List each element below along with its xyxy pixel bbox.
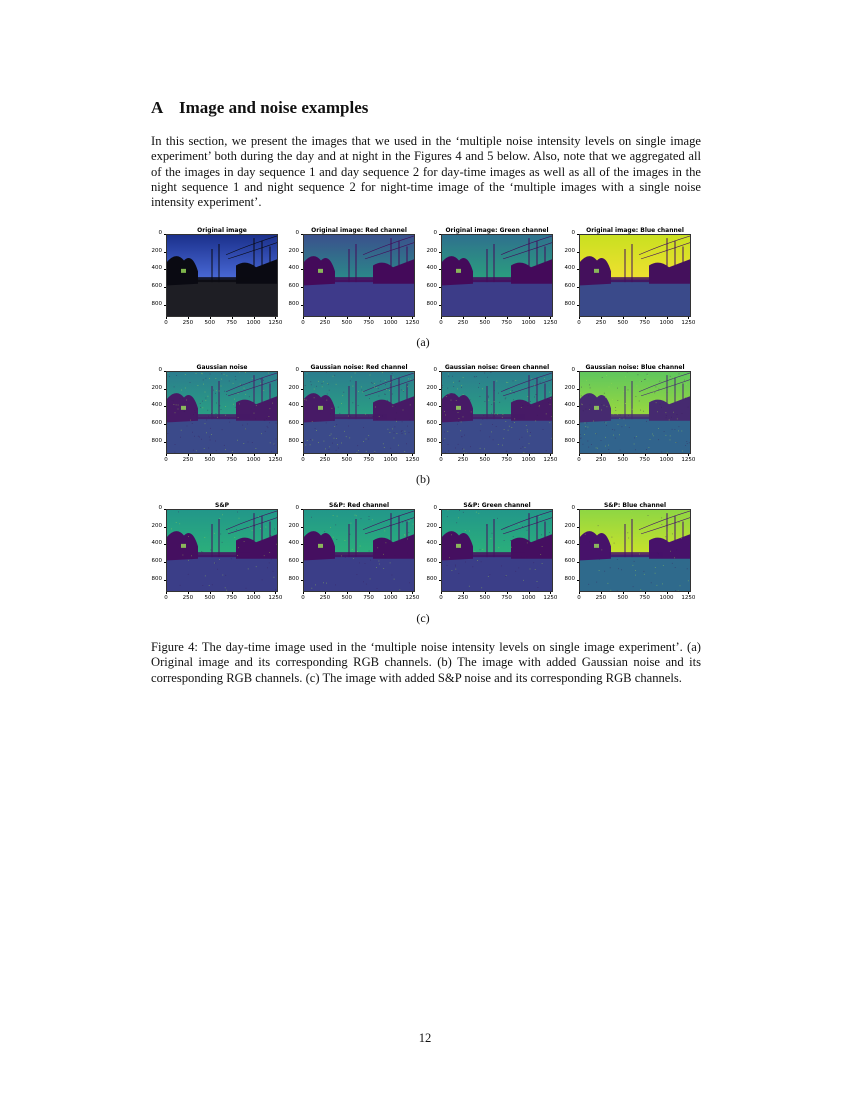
x-tick-mark [303,592,304,594]
x-tick-label: 1000 [383,595,398,601]
x-tick-mark [645,317,646,319]
panel-title: S&P: Blue channel [603,502,667,509]
x-tick-mark [412,317,413,319]
x-tick-mark [347,592,348,594]
x-tick-label: 1000 [383,457,398,463]
y-tick-mark [301,252,303,253]
y-tick-label: 800 [564,575,575,582]
axes-frame [441,371,553,454]
y-tick-mark [439,252,441,253]
x-tick-mark [601,592,602,594]
y-tick-label: 200 [288,522,299,529]
y-tick-mark [164,562,166,563]
axes-frame [166,509,278,592]
x-tick-label: 500 [341,320,352,326]
x-tick-mark [325,317,326,319]
x-tick-mark [550,592,551,594]
y-tick-label: 400 [151,265,162,272]
panel-title: Original image: Blue channel [586,227,684,234]
y-tick-mark [439,371,441,372]
y-tick-mark [439,544,441,545]
y-tick-mark [301,527,303,528]
x-tick-label: 500 [479,457,490,463]
x-tick-label: 500 [617,457,628,463]
x-tick-mark [369,592,370,594]
y-tick-label: 0 [433,505,437,511]
x-tick-mark [275,592,276,594]
x-tick-mark [303,454,304,456]
y-tick-label: 400 [426,265,437,272]
x-tick-label: 1250 [543,595,558,601]
x-tick-mark [275,454,276,456]
y-tick-label: 800 [151,300,162,307]
x-tick-mark [579,592,580,594]
x-tick-mark [645,454,646,456]
x-tick-mark [667,317,668,319]
y-tick-label: 600 [426,557,437,564]
x-tick-mark [347,454,348,456]
x-tick-mark [463,317,464,319]
x-tick-label: 0 [577,595,581,601]
y-tick-mark [164,252,166,253]
panel-title: Original image: Green channel [445,227,549,234]
section-heading [151,98,368,118]
x-tick-label: 0 [301,320,305,326]
x-tick-label: 250 [457,457,469,463]
x-tick-label: 250 [182,457,194,463]
x-tick-mark [412,592,413,594]
x-tick-label: 750 [226,320,237,326]
x-tick-mark [623,454,624,456]
y-tick-mark [439,509,441,510]
x-tick-mark [325,592,326,594]
x-tick-label: 1000 [246,457,261,463]
x-tick-label: 0 [164,595,168,601]
x-tick-label: 500 [204,320,215,326]
section-number: A [151,98,164,117]
page-number: 12 [418,1031,432,1045]
x-tick-label: 500 [617,320,628,326]
x-tick-label: 500 [204,457,215,463]
x-tick-label: 500 [479,320,490,326]
y-tick-mark [164,580,166,581]
x-tick-label: 250 [182,595,194,601]
x-tick-label: 250 [595,457,607,463]
x-tick-mark [391,454,392,456]
x-tick-mark [254,317,255,319]
y-tick-label: 0 [571,230,575,236]
y-tick-label: 800 [564,300,575,307]
y-tick-label: 0 [433,367,437,373]
y-tick-mark [301,269,303,270]
y-tick-label: 400 [564,265,575,272]
x-tick-label: 0 [301,595,305,601]
y-tick-label: 400 [426,402,437,409]
x-tick-label: 750 [363,457,374,463]
x-tick-label: 0 [301,457,305,463]
y-tick-mark [577,442,579,443]
x-tick-label: 0 [439,457,443,463]
x-tick-mark [188,454,189,456]
x-tick-label: 750 [501,595,512,601]
y-tick-label: 600 [151,557,162,564]
y-tick-mark [577,252,579,253]
y-tick-mark [301,509,303,510]
y-tick-label: 200 [426,522,437,529]
x-tick-mark [303,317,304,319]
x-tick-mark [463,592,464,594]
y-tick-mark [577,234,579,235]
x-tick-mark [529,454,530,456]
x-tick-mark [601,317,602,319]
y-tick-label: 600 [288,419,299,426]
x-tick-label: 250 [182,320,194,326]
x-tick-mark [645,592,646,594]
y-tick-label: 600 [564,419,575,426]
y-tick-label: 400 [288,265,299,272]
y-tick-label: 800 [288,300,299,307]
y-tick-mark [577,562,579,563]
y-tick-label: 600 [564,282,575,289]
x-tick-label: 0 [577,457,581,463]
x-tick-label: 500 [204,595,215,601]
y-tick-mark [164,442,166,443]
y-tick-label: 0 [571,367,575,373]
y-tick-mark [439,305,441,306]
x-tick-mark [166,592,167,594]
y-tick-mark [164,269,166,270]
panel-title: Gaussian noise: Blue channel [585,364,685,371]
subfigure-label: (c) [416,611,430,625]
x-tick-mark [529,317,530,319]
y-tick-label: 800 [426,575,437,582]
x-tick-label: 1250 [681,320,696,326]
y-tick-mark [301,562,303,563]
subfigure-label: (b) [416,472,430,486]
y-tick-label: 200 [288,247,299,254]
x-tick-mark [369,317,370,319]
x-tick-mark [550,317,551,319]
panel-title: Original image [197,227,247,234]
x-tick-mark [441,454,442,456]
x-tick-label: 0 [439,595,443,601]
y-tick-mark [301,389,303,390]
y-tick-mark [577,580,579,581]
x-tick-mark [579,317,580,319]
x-tick-label: 250 [319,457,331,463]
x-tick-mark [507,454,508,456]
y-tick-label: 200 [564,522,575,529]
y-tick-label: 200 [151,522,162,529]
y-tick-mark [301,371,303,372]
y-tick-mark [577,269,579,270]
x-tick-mark [391,317,392,319]
x-tick-label: 1000 [383,320,398,326]
x-tick-label: 1250 [405,457,420,463]
y-tick-label: 0 [295,367,299,373]
axes-frame [166,234,278,317]
x-tick-label: 750 [363,595,374,601]
axes-frame [579,234,691,317]
x-tick-mark [210,592,211,594]
x-tick-label: 750 [226,595,237,601]
panel-title: Gaussian noise [196,364,248,371]
x-tick-label: 1250 [405,320,420,326]
y-tick-label: 200 [564,247,575,254]
y-tick-label: 400 [564,402,575,409]
x-tick-label: 1000 [521,320,536,326]
y-tick-label: 400 [426,540,437,547]
y-tick-mark [301,442,303,443]
y-tick-mark [439,234,441,235]
panel-title: S&P: Red channel [328,502,390,509]
y-tick-mark [164,305,166,306]
x-tick-mark [485,454,486,456]
y-tick-mark [439,287,441,288]
section-title: Image and noise examples [179,98,369,117]
x-tick-mark [166,454,167,456]
y-tick-mark [301,305,303,306]
y-tick-mark [577,371,579,372]
y-tick-mark [577,544,579,545]
y-tick-label: 800 [151,437,162,444]
x-tick-label: 1000 [521,595,536,601]
y-tick-label: 600 [151,419,162,426]
y-tick-mark [301,406,303,407]
y-tick-label: 0 [295,505,299,511]
x-tick-mark [210,317,211,319]
x-tick-label: 0 [164,320,168,326]
y-tick-label: 400 [288,540,299,547]
x-tick-label: 1250 [268,320,283,326]
x-tick-mark [485,592,486,594]
y-tick-mark [164,424,166,425]
x-tick-label: 500 [479,595,490,601]
y-tick-mark [577,406,579,407]
y-tick-label: 400 [288,402,299,409]
y-tick-label: 0 [433,230,437,236]
x-tick-label: 250 [457,595,469,601]
panel-title: S&P: Green channel [463,502,531,509]
y-tick-label: 800 [288,575,299,582]
x-tick-label: 250 [595,595,607,601]
x-tick-label: 500 [341,595,352,601]
y-tick-label: 600 [426,419,437,426]
axes-frame [579,371,691,454]
x-tick-mark [369,454,370,456]
y-tick-label: 0 [571,505,575,511]
y-tick-label: 400 [564,540,575,547]
x-tick-label: 250 [319,320,331,326]
x-tick-mark [412,454,413,456]
y-tick-label: 400 [151,402,162,409]
y-tick-label: 200 [426,384,437,391]
x-tick-mark [166,317,167,319]
x-tick-mark [623,317,624,319]
x-tick-label: 1250 [543,457,558,463]
y-tick-mark [439,527,441,528]
x-tick-label: 750 [501,320,512,326]
subfigure-label: (a) [416,335,430,349]
y-tick-label: 0 [158,367,162,373]
y-tick-label: 0 [158,505,162,511]
x-tick-mark [347,317,348,319]
y-tick-mark [577,509,579,510]
y-tick-label: 0 [295,230,299,236]
x-tick-mark [507,317,508,319]
x-tick-label: 1250 [405,595,420,601]
y-tick-mark [439,269,441,270]
axes-frame [303,234,415,317]
x-tick-mark [391,592,392,594]
x-tick-label: 1000 [659,595,674,601]
x-tick-label: 500 [617,595,628,601]
x-tick-mark [441,317,442,319]
panel-title: Original image: Red channel [311,227,407,234]
panel-title: Gaussian noise: Green channel [444,364,550,371]
x-tick-mark [275,317,276,319]
y-tick-mark [301,287,303,288]
x-tick-mark [623,592,624,594]
x-tick-mark [485,317,486,319]
x-tick-label: 1000 [521,457,536,463]
x-tick-mark [254,454,255,456]
y-tick-label: 200 [426,247,437,254]
x-tick-label: 0 [439,320,443,326]
x-tick-mark [667,592,668,594]
y-tick-label: 600 [564,557,575,564]
x-tick-label: 250 [595,320,607,326]
x-tick-label: 750 [363,320,374,326]
y-tick-mark [164,371,166,372]
x-tick-mark [550,454,551,456]
y-tick-mark [164,287,166,288]
x-tick-mark [688,454,689,456]
x-tick-label: 1000 [659,320,674,326]
y-tick-mark [164,544,166,545]
y-tick-label: 800 [151,575,162,582]
intro-paragraph: In this section, we present the images that we used in the ‘multiple noise intensity levels on single image experiment’ both during the day and at night in the Figures 4 and 5 below. Also, note that we aggregated all of the images in day sequence 1 and day sequence 2 for day-time images as well as all of the images in the night sequence 1 and night sequence 2 for night-time image of the ‘multiple images with a single noise intensity experiment’. [151,134,701,210]
y-tick-mark [301,580,303,581]
panel-title: S&P [215,502,229,509]
y-tick-mark [164,389,166,390]
y-tick-label: 200 [288,384,299,391]
axes-frame [303,509,415,592]
y-tick-label: 600 [288,282,299,289]
axes-frame [579,509,691,592]
y-tick-label: 200 [151,247,162,254]
x-tick-mark [529,592,530,594]
y-tick-mark [164,234,166,235]
y-tick-label: 800 [564,437,575,444]
x-tick-mark [667,454,668,456]
x-tick-label: 750 [501,457,512,463]
y-tick-label: 800 [426,437,437,444]
x-tick-label: 750 [226,457,237,463]
y-tick-mark [577,389,579,390]
x-tick-label: 500 [341,457,352,463]
x-tick-mark [441,592,442,594]
x-tick-label: 750 [639,457,650,463]
y-tick-mark [164,509,166,510]
x-tick-mark [463,454,464,456]
y-tick-mark [577,424,579,425]
x-tick-label: 1250 [268,457,283,463]
x-tick-label: 1250 [681,595,696,601]
x-tick-label: 0 [164,457,168,463]
x-tick-label: 1250 [543,320,558,326]
x-tick-mark [254,592,255,594]
x-tick-mark [188,317,189,319]
axes-frame [441,234,553,317]
x-tick-mark [507,592,508,594]
y-tick-label: 800 [288,437,299,444]
y-tick-label: 400 [151,540,162,547]
y-tick-mark [439,580,441,581]
axes-frame [441,509,553,592]
x-tick-mark [579,454,580,456]
x-tick-label: 1000 [659,457,674,463]
y-tick-label: 200 [564,384,575,391]
y-tick-mark [439,442,441,443]
y-tick-mark [577,527,579,528]
axes-frame [166,371,278,454]
x-tick-label: 1000 [246,320,261,326]
x-tick-label: 1250 [681,457,696,463]
x-tick-label: 250 [319,595,331,601]
x-tick-label: 750 [639,595,650,601]
y-tick-mark [301,424,303,425]
y-tick-mark [301,234,303,235]
x-tick-label: 0 [577,320,581,326]
x-tick-mark [688,317,689,319]
y-tick-mark [439,406,441,407]
x-tick-label: 1250 [268,595,283,601]
x-tick-mark [188,592,189,594]
axes-frame [303,371,415,454]
x-tick-label: 250 [457,320,469,326]
y-tick-label: 600 [151,282,162,289]
y-tick-mark [577,305,579,306]
y-tick-mark [439,389,441,390]
y-tick-mark [301,544,303,545]
y-tick-mark [577,287,579,288]
panel-title: Gaussian noise: Red channel [310,364,408,371]
x-tick-mark [688,592,689,594]
y-tick-label: 600 [288,557,299,564]
figure-caption: Figure 4: The day-time image used in the ‘multiple noise intensity levels on single image experiment’. (a) Original image and its corresponding RGB channels. (b) The image with added Gaussian noise and its corresponding RGB channels. (c) The image with added S&P noise and its corresponding RGB channels. [151,640,701,685]
x-tick-mark [232,592,233,594]
x-tick-mark [601,454,602,456]
y-tick-mark [164,406,166,407]
y-tick-mark [439,562,441,563]
y-tick-mark [439,424,441,425]
y-tick-label: 0 [158,230,162,236]
y-tick-mark [164,527,166,528]
x-tick-label: 750 [639,320,650,326]
x-tick-mark [210,454,211,456]
y-tick-label: 200 [151,384,162,391]
y-tick-label: 800 [426,300,437,307]
x-tick-mark [232,317,233,319]
x-tick-label: 1000 [246,595,261,601]
x-tick-mark [232,454,233,456]
x-tick-mark [325,454,326,456]
y-tick-label: 600 [426,282,437,289]
